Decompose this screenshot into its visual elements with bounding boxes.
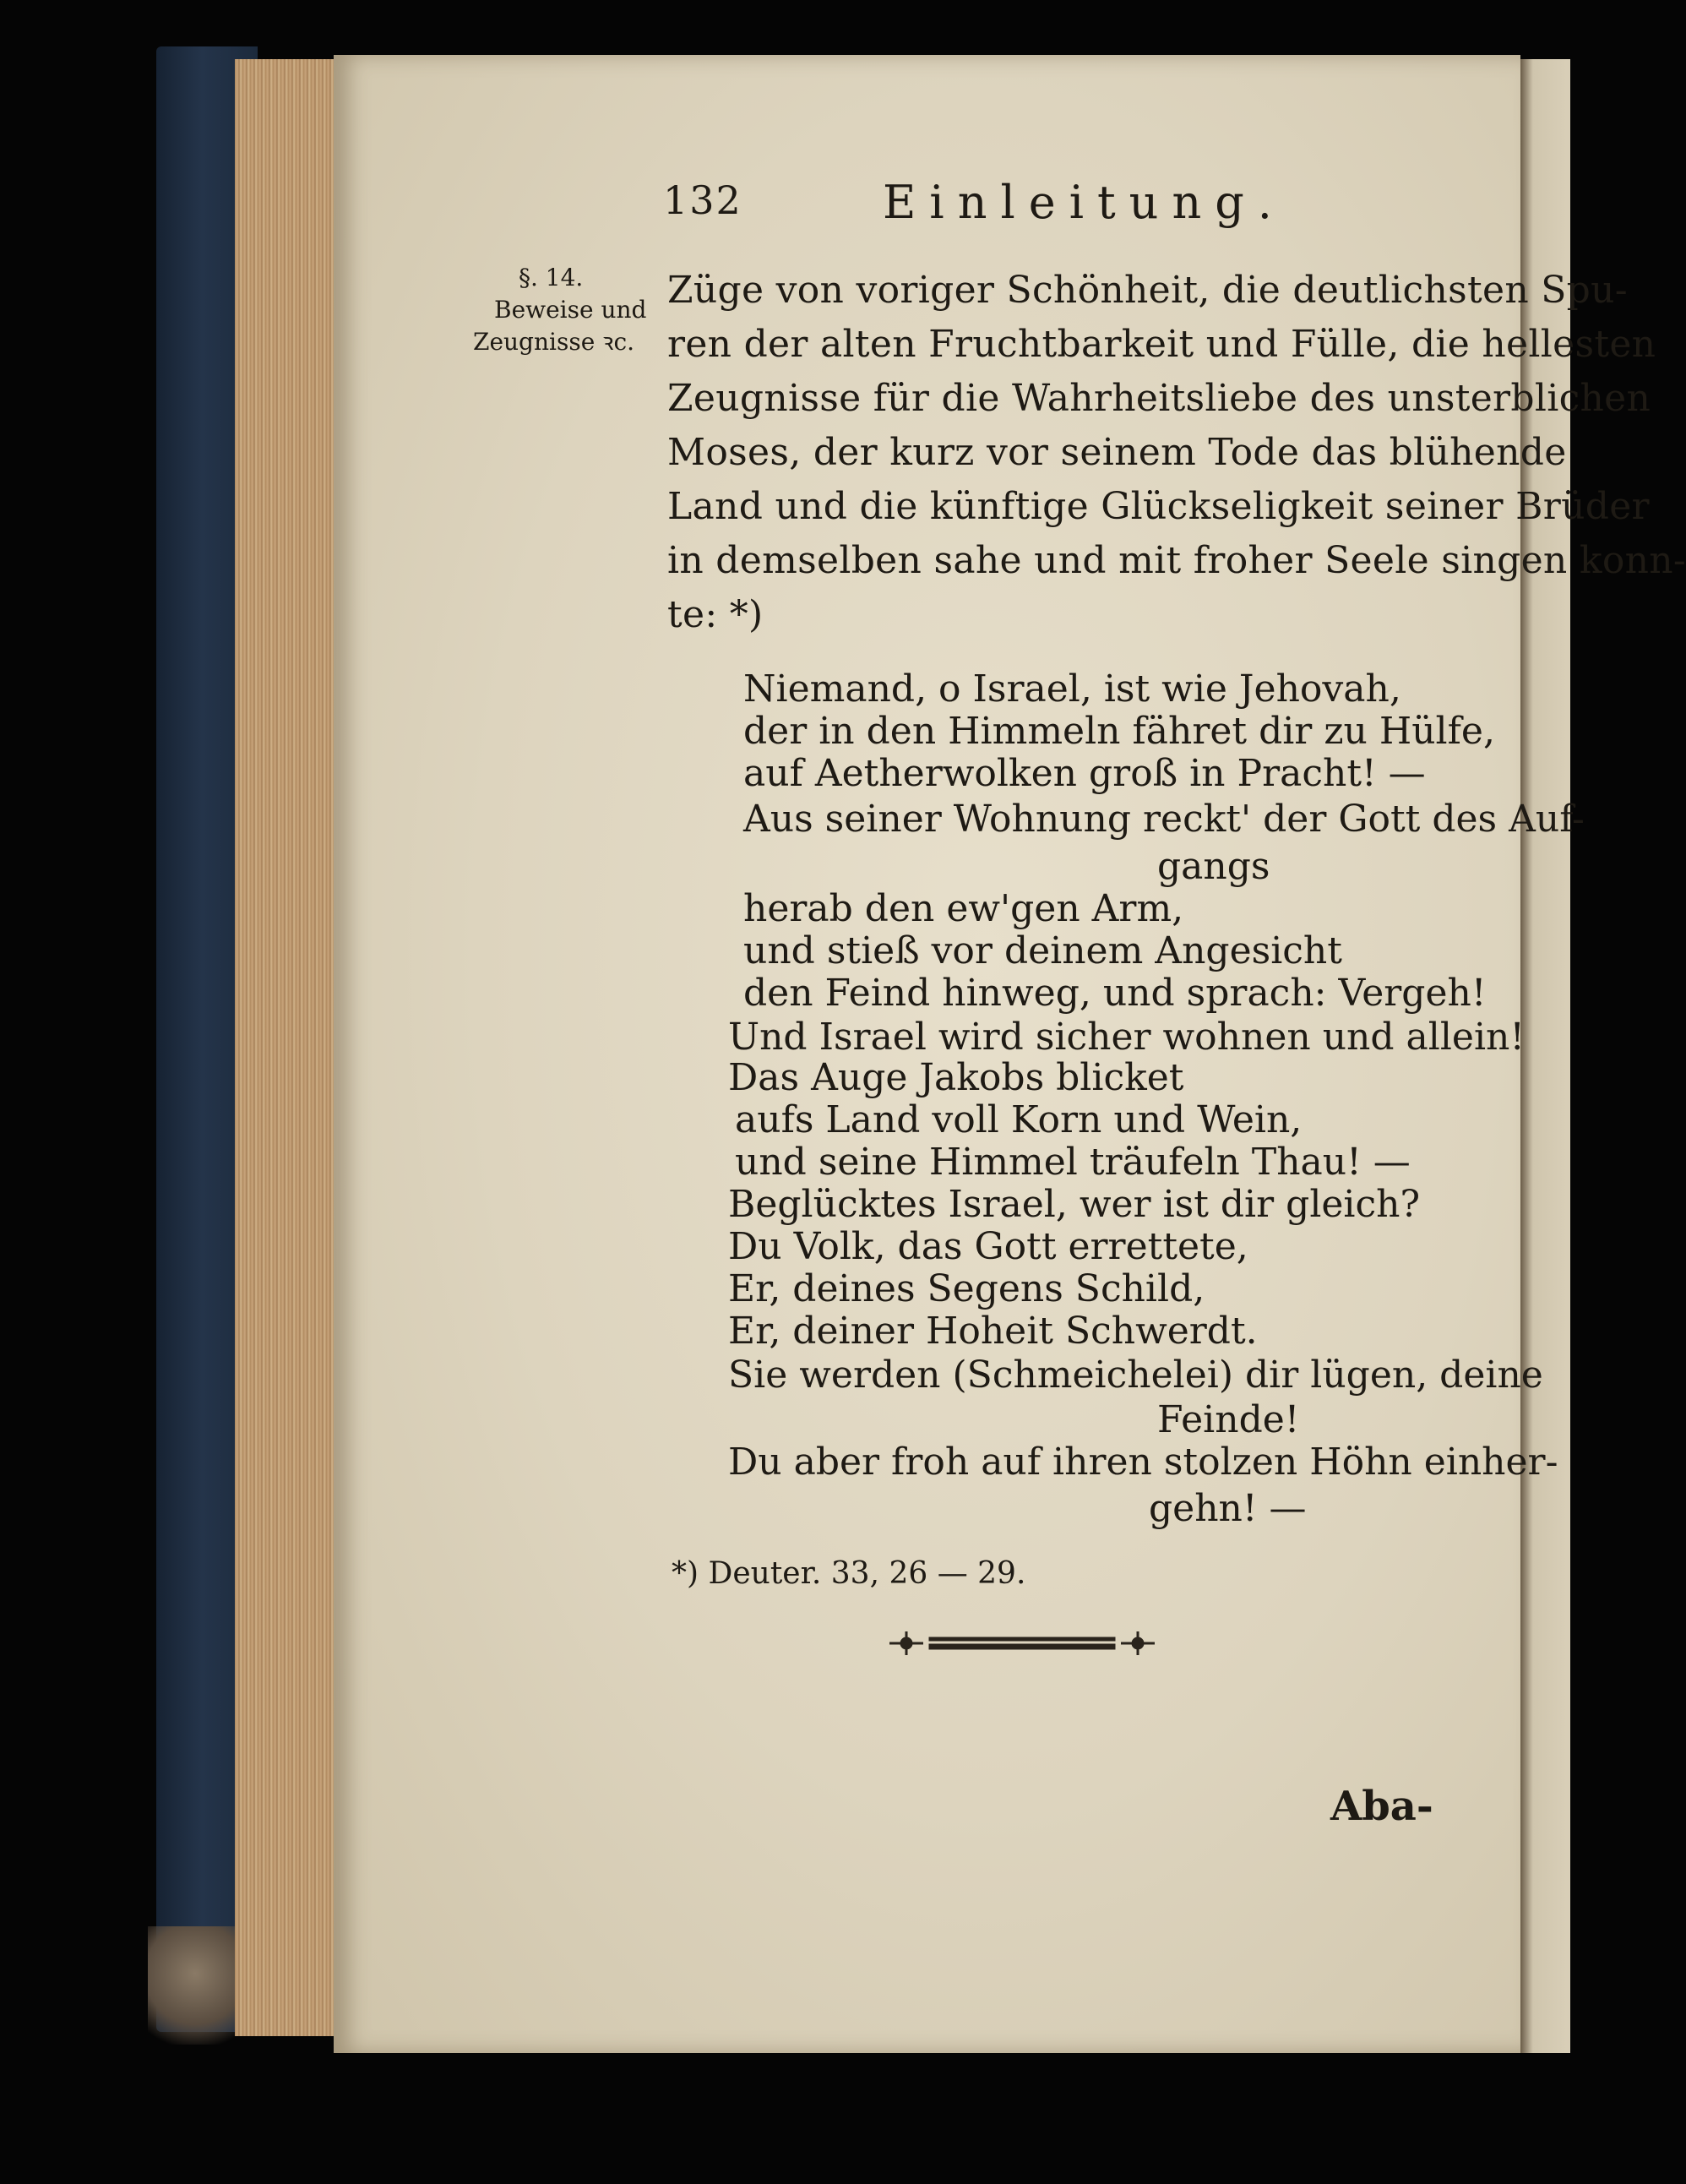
- verse-line: Niemand, o Israel, ist wie Jehovah,: [743, 667, 1401, 711]
- verse-line: auf Aetherwolken groß in Pracht! —: [743, 752, 1426, 795]
- verse-line: Er, deiner Hoheit Schwerdt.: [728, 1310, 1258, 1353]
- body-line: Zeugnisse für die Wahrheitsliebe des unsterblichen: [667, 377, 1651, 420]
- catchword: Aba-: [1330, 1783, 1433, 1830]
- verse-line: Du Volk, das Gott errettete,: [728, 1225, 1248, 1268]
- verse-line: Und Israel wird sicher wohnen und allein!: [728, 1016, 1526, 1059]
- verse-line: Du aber froh auf ihren stolzen Höhn einher-: [728, 1441, 1558, 1484]
- body-line: ren der alten Fruchtbarkeit und Fülle, die hellesten: [667, 323, 1656, 366]
- verse-line: gehn! —: [1149, 1487, 1307, 1530]
- verse-line: Feinde!: [1157, 1398, 1300, 1441]
- body-line: te: *): [667, 593, 764, 636]
- verse-line: Beglücktes Israel, wer ist dir gleich?: [728, 1183, 1421, 1226]
- verse-line: den Feind hinweg, und sprach: Vergeh!: [743, 972, 1487, 1015]
- margin-line-2: Zeugnisse ꝛc.: [473, 328, 635, 356]
- body-line: in demselben sahe und mit froher Seele singen konn-: [667, 539, 1686, 582]
- running-title: Einleitung.: [883, 176, 1286, 229]
- footnote: *) Deuter. 33, 26 — 29.: [672, 1556, 1026, 1591]
- verse-line: aufs Land voll Korn und Wein,: [735, 1098, 1303, 1141]
- verse-line: herab den ew'gen Arm,: [743, 887, 1184, 930]
- body-line: Land und die künftige Glückseligkeit seiner Brüder: [667, 485, 1650, 528]
- body-line: Moses, der kurz vor seinem Tode das blühende: [667, 431, 1567, 474]
- page-number: 132: [663, 177, 742, 223]
- verse-line: Aus seiner Wohnung reckt' der Gott des Auf-: [743, 798, 1585, 841]
- verse-line: Das Auge Jakobs blicket: [728, 1056, 1184, 1099]
- verse-line: und stieß vor deinem Angesicht: [743, 929, 1342, 972]
- verse-line: Er, deines Segens Schild,: [728, 1267, 1205, 1310]
- margin-section: §. 14.: [519, 264, 584, 291]
- margin-line-1: Beweise und: [494, 296, 647, 324]
- verse-line: und seine Himmel träufeln Thau! —: [735, 1141, 1411, 1184]
- page-edges: [235, 59, 345, 2036]
- verse-line: gangs: [1157, 845, 1270, 888]
- verse-line: der in den Himmeln fähret dir zu Hülfe,: [743, 710, 1495, 753]
- ornament-rule: [883, 1626, 1161, 1660]
- verse-line: Sie werden (Schmeichelei) dir lügen, deine: [728, 1353, 1543, 1397]
- body-line: Züge von voriger Schönheit, die deutlichsten Spu-: [667, 269, 1628, 312]
